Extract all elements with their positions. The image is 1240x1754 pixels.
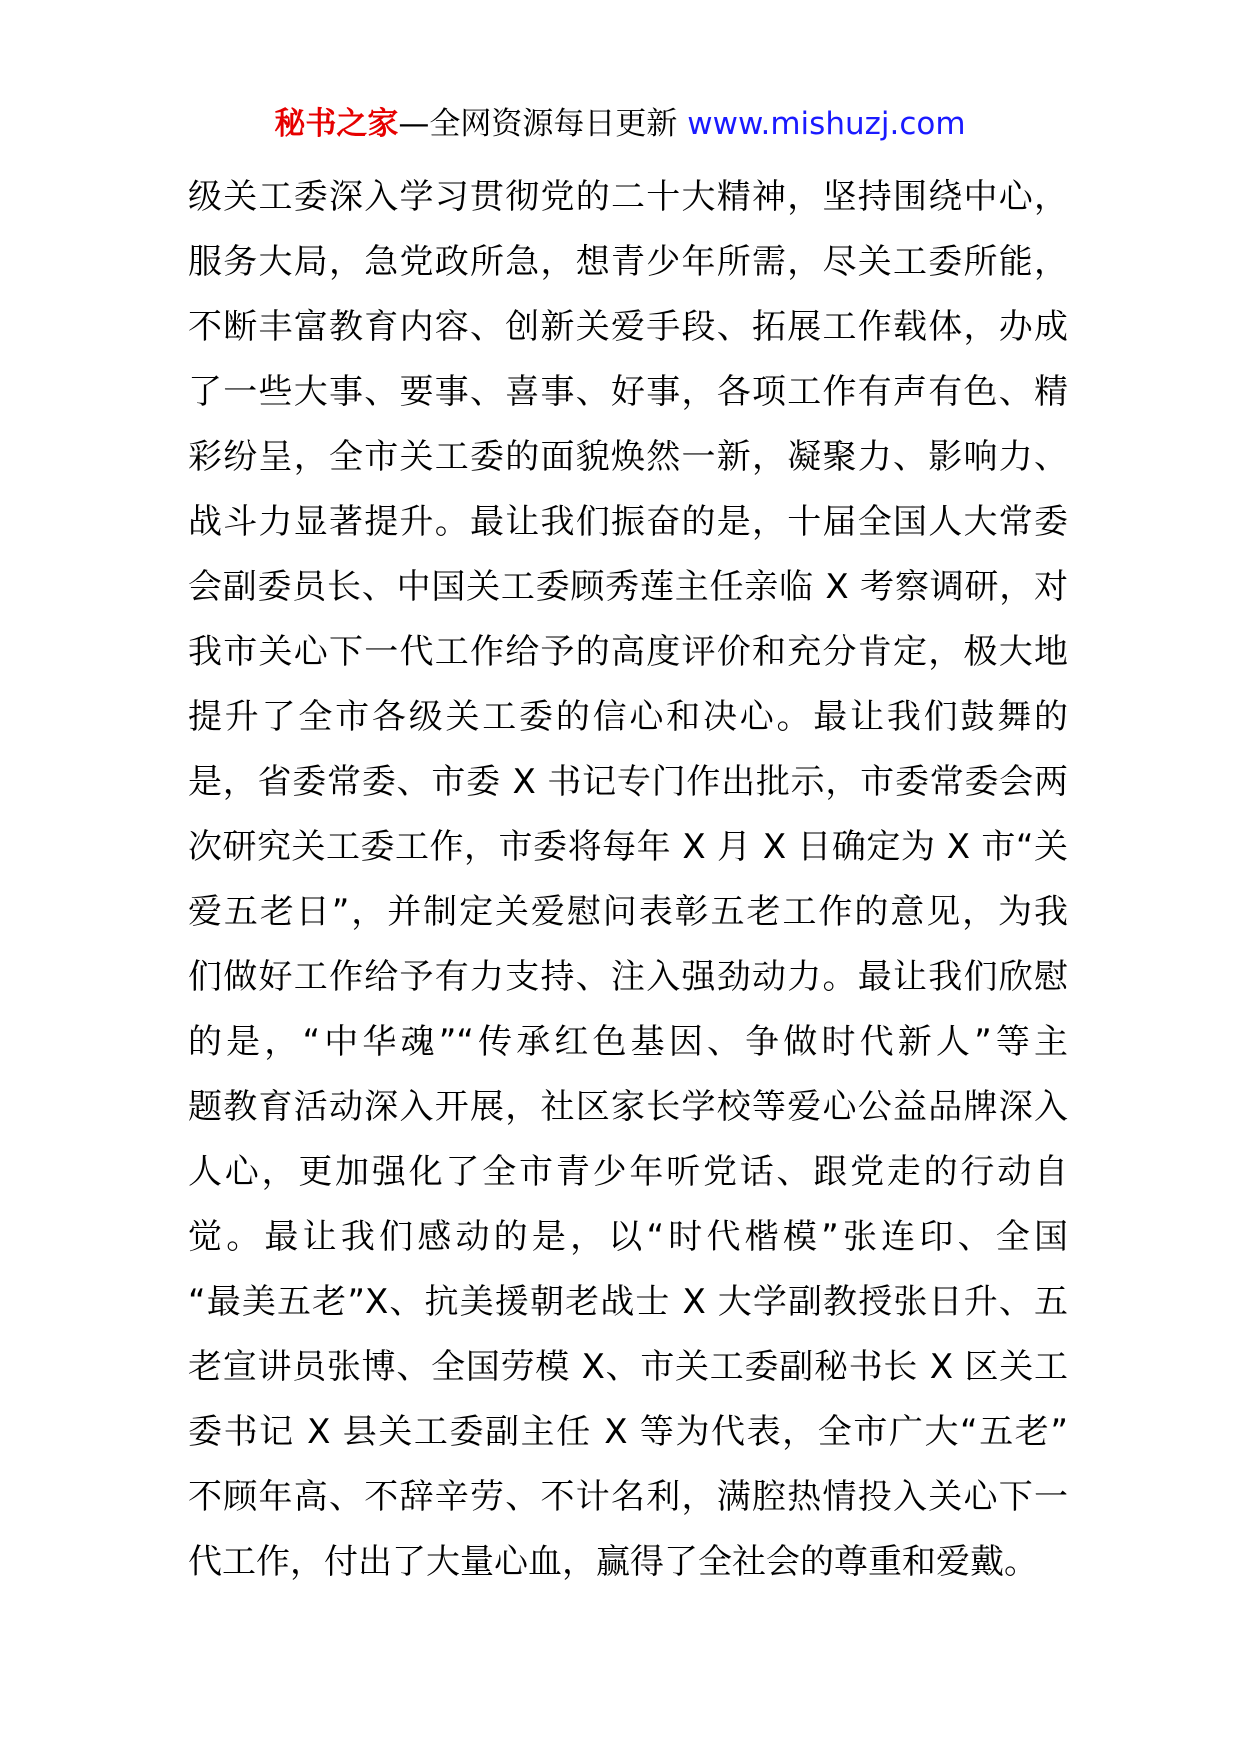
body-paragraph <box>188 165 1068 1595</box>
header-tagline: —全网资源每日更新 <box>398 106 688 142</box>
text-line: 不断丰富教育内容、创新关爱手段、拓展工作载体，办成 <box>188 307 1068 347</box>
text-line: 委书记 X 县关工委副主任 X 等为代表，全市广大“五老” <box>188 1412 1068 1452</box>
text-line: 不顾年高、不辞辛劳、不计名利，满腔热情投入关心下一 <box>188 1477 1068 1517</box>
text-line: 们做好工作给予有力支持、注入强劲动力。最让我们欣慰 <box>188 957 1068 997</box>
text-line: 提升了全市各级关工委的信心和决心。最让我们鼓舞的 <box>188 697 1068 737</box>
text-line: 老宣讲员张博、全国劳模 X、市关工委副秘书长 X 区关工 <box>188 1347 1068 1387</box>
text-line: 爱五老日”，并制定关爱慰问表彰五老工作的意见，为我 <box>188 892 1068 932</box>
page-header <box>0 100 1240 148</box>
text-line: 了一些大事、要事、喜事、好事，各项工作有声有色、精 <box>188 372 1068 412</box>
text-line: 彩纷呈，全市关工委的面貌焕然一新，凝聚力、影响力、 <box>188 437 1068 477</box>
text-line: 觉。最让我们感动的是，以“时代楷模”张连印、全国 <box>188 1217 1068 1257</box>
text-line: 我市关心下一代工作给予的高度评价和充分肯定，极大地 <box>188 632 1068 672</box>
text-line: 是，省委常委、市委 X 书记专门作出批示，市委常委会两 <box>188 762 1068 802</box>
text-line: 次研究关工委工作，市委将每年 X 月 X 日确定为 X 市“关 <box>188 827 1068 867</box>
text-line: 会副委员长、中国关工委顾秀莲主任亲临 X 考察调研，对 <box>188 567 1068 607</box>
brand-name: 秘书之家 <box>274 106 399 142</box>
text-line: 题教育活动深入开展，社区家长学校等爱心公益品牌深入 <box>188 1087 1068 1127</box>
text-line: 级关工委深入学习贯彻党的二十大精神，坚持围绕中心， <box>188 177 1068 217</box>
text-line: 代工作，付出了大量心血，赢得了全社会的尊重和爱戴。 <box>188 1542 1038 1582</box>
text-line: 的是，“中华魂”“传承红色基因、争做时代新人”等主 <box>188 1022 1068 1062</box>
text-line: 人心，更加强化了全市青少年听党话、跟党走的行动自 <box>188 1152 1068 1192</box>
text-line: 战斗力显著提升。最让我们振奋的是，十届全国人大常委 <box>188 502 1068 542</box>
website-link[interactable]: www.mishuzj.com <box>687 106 966 142</box>
text-line: “最美五老”X、抗美援朝老战士 X 大学副教授张日升、五 <box>188 1282 1068 1322</box>
text-line: 服务大局，急党政所急，想青少年所需，尽关工委所能， <box>188 242 1068 282</box>
